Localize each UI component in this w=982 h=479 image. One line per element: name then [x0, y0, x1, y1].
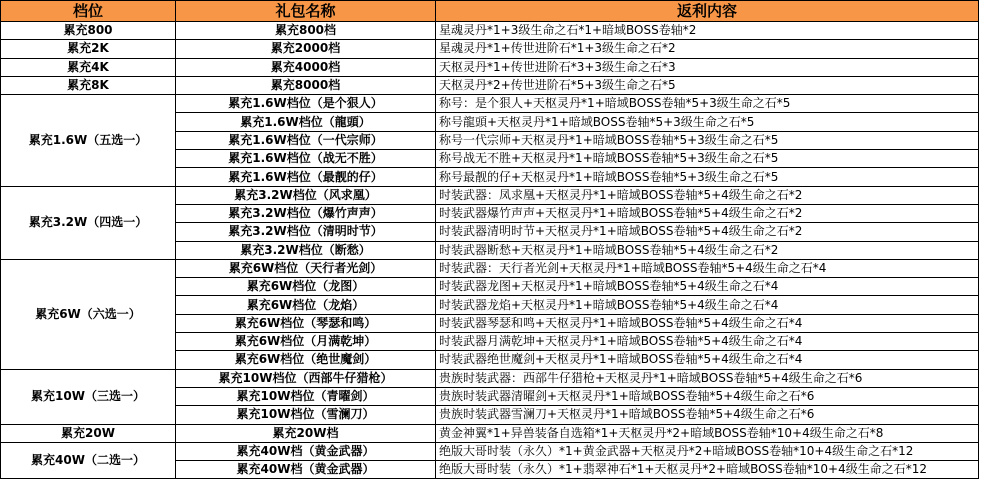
reward-cell: 称号：是个狠人+天枢灵丹*1+暗域BOSS卷轴*5+3级生命之石*5	[436, 95, 979, 113]
tier-cell: 累充40W（二选一）	[1, 442, 176, 479]
package-cell: 累充1.6W档位（一代宗师）	[176, 131, 436, 149]
reward-cell: 时装武器龙焰+天枢灵丹*1+暗域BOSS卷轴*5+4级生命之石*4	[436, 296, 979, 314]
table-row	[1, 369, 979, 387]
package-cell: 累充6W档位（琴瑟和鸣）	[176, 314, 436, 332]
package-cell: 累充3.2W档位（断愁）	[176, 241, 436, 259]
table-row	[1, 58, 979, 76]
table-row	[1, 424, 979, 442]
tier-cell: 累充10W（三选一）	[1, 369, 176, 424]
package-cell: 累充6W档位（天行者光剑）	[176, 259, 436, 277]
package-cell: 累充6W档位（龙图）	[176, 278, 436, 296]
header-tier: 档位	[1, 1, 176, 22]
tier-cell: 累充1.6W（五选一）	[1, 95, 176, 186]
reward-cell: 时装武器：凤求凰+天枢灵丹*1+暗域BOSS卷轴*5+4级生命之石*2	[436, 186, 979, 204]
package-cell: 累充40W档（黄金武器）	[176, 461, 436, 479]
table-row	[1, 40, 979, 58]
reward-cell: 时装武器断愁+天枢灵丹*1+暗域BOSS卷轴*5+4级生命之石*2	[436, 241, 979, 259]
reward-cell: 时装武器清明时节+天枢灵丹*1+暗域BOSS卷轴*5+4级生命之石*2	[436, 223, 979, 241]
package-cell: 累充6W档位（绝世魔剑）	[176, 351, 436, 369]
reward-cell: 天枢灵丹*2+传世进阶石*5+3级生命之石*5	[436, 76, 979, 94]
reward-cell: 时装武器：天行者光剑+天枢灵丹*1+暗域BOSS卷轴*5+4级生命之石*4	[436, 259, 979, 277]
package-cell: 累充2000档	[176, 40, 436, 58]
package-cell: 累充20W档	[176, 424, 436, 442]
tier-cell: 累充2K	[1, 40, 176, 58]
package-cell: 累充1.6W档位（最靓的仔）	[176, 168, 436, 186]
package-cell: 累充3.2W档位（风求凰）	[176, 186, 436, 204]
reward-cell: 时装武器月满乾坤+天枢灵丹*1+暗域BOSS卷轴*5+4级生命之石*4	[436, 333, 979, 351]
package-cell: 累充3.2W档位（清明时节）	[176, 223, 436, 241]
reward-cell: 称号龍頭+天枢灵丹*1+暗域BOSS卷轴*5+3级生命之石*5	[436, 113, 979, 131]
table-body	[1, 22, 979, 479]
package-cell: 累充40W档（黄金武器）	[176, 442, 436, 460]
package-cell: 累充1.6W档位（龍頭）	[176, 113, 436, 131]
reward-cell: 称号一代宗师+天枢灵丹*1+暗域BOSS卷轴*5+3级生命之石*5	[436, 131, 979, 149]
package-cell: 累充3.2W档位（爆竹声声）	[176, 204, 436, 222]
package-cell: 累充10W档位（青曜剑）	[176, 387, 436, 405]
table-row	[1, 442, 979, 460]
reward-cell: 星魂灵丹*1+3级生命之石*1+暗域BOSS卷轴*2	[436, 22, 979, 40]
reward-cell: 天枢灵丹*1+传世进阶石*3+3级生命之石*3	[436, 58, 979, 76]
tier-cell: 累充800	[1, 22, 176, 40]
header-package: 礼包名称	[176, 1, 436, 22]
reward-cell: 绝版大哥时装（永久）*1+翡翠神石*1+天枢灵丹*2+暗域BOSS卷轴*10+4级生命之石*12	[436, 461, 979, 479]
tier-cell: 累充8K	[1, 76, 176, 94]
package-cell: 累充1.6W档位（战无不胜）	[176, 150, 436, 168]
package-cell: 累充10W档位（雪澜刀）	[176, 406, 436, 424]
header-reward: 返利内容	[436, 1, 979, 22]
tier-cell: 累充6W（六选一）	[1, 259, 176, 369]
header-row	[1, 1, 979, 22]
reward-cell: 黄金神翼*1+异兽装备自选箱*1+天枢灵丹*2+暗域BOSS卷轴*10+4级生命之石*8	[436, 424, 979, 442]
reward-cell: 时装武器龙图+天枢灵丹*1+暗域BOSS卷轴*5+4级生命之石*4	[436, 278, 979, 296]
package-cell: 累充4000档	[176, 58, 436, 76]
reward-cell: 时装武器琴瑟和鸣+天枢灵丹*1+暗域BOSS卷轴*5+4级生命之石*4	[436, 314, 979, 332]
table-row	[1, 22, 979, 40]
tier-cell: 累充4K	[1, 58, 176, 76]
table-row	[1, 186, 979, 204]
reward-cell: 时装武器爆竹声声+天枢灵丹*1+暗域BOSS卷轴*5+4级生命之石*2	[436, 204, 979, 222]
reward-cell: 贵族时装武器清曜剑+天枢灵丹*1+暗域BOSS卷轴*5+4级生命之石*6	[436, 387, 979, 405]
reward-cell: 贵族时装武器：西部牛仔猎枪+天枢灵丹*1+暗域BOSS卷轴*5+4级生命之石*6	[436, 369, 979, 387]
reward-cell: 贵族时装武器雪澜刀+天枢灵丹*1+暗域BOSS卷轴*5+4级生命之石*6	[436, 406, 979, 424]
package-cell: 累充1.6W档位（是个狠人）	[176, 95, 436, 113]
reward-cell: 称号最靓的仔+天枢灵丹*1+暗域BOSS卷轴*5+3级生命之石*5	[436, 168, 979, 186]
reward-cell: 称号战无不胜+天枢灵丹*1+暗域BOSS卷轴*5+3级生命之石*5	[436, 150, 979, 168]
reward-cell: 绝版大哥时装（永久）*1+黄金武器+天枢灵丹*2+暗域BOSS卷轴*10+4级生命之石*12	[436, 442, 979, 460]
package-cell: 累充6W档位（月满乾坤）	[176, 333, 436, 351]
package-cell: 累充10W档位（西部牛仔猎枪）	[176, 369, 436, 387]
package-cell: 累充6W档位（龙焰）	[176, 296, 436, 314]
reward-cell: 时装武器绝世魔剑+天枢灵丹*1+暗域BOSS卷轴*5+4级生命之石*4	[436, 351, 979, 369]
package-cell: 累充8000档	[176, 76, 436, 94]
table-row	[1, 95, 979, 113]
package-cell: 累充800档	[176, 22, 436, 40]
tier-cell: 累充20W	[1, 424, 176, 442]
table-row	[1, 259, 979, 277]
reward-cell: 星魂灵丹*1+传世进阶石*1+3级生命之石*2	[436, 40, 979, 58]
tier-cell: 累充3.2W（四选一）	[1, 186, 176, 259]
table-row	[1, 76, 979, 94]
